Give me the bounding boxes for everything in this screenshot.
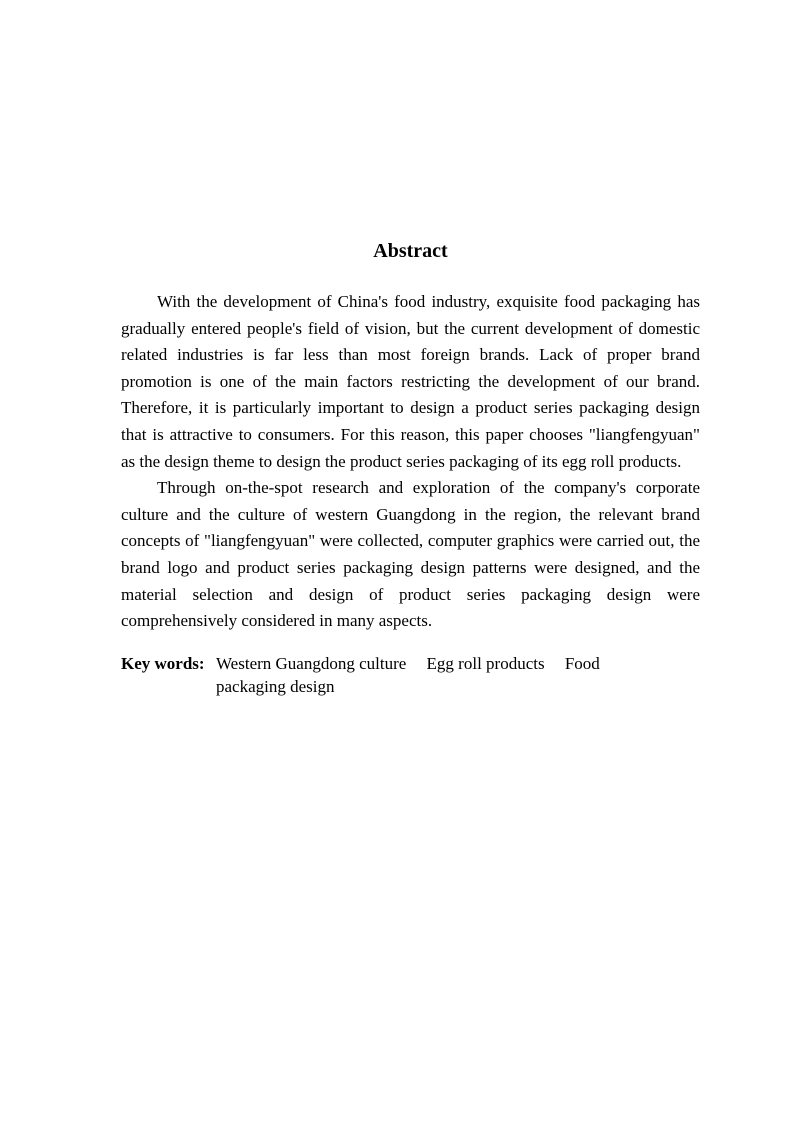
abstract-paragraph-2: Through on-the-spot research and exploration of the company's corporate culture and the culture of western Guangdong in the region, the relevant brand concepts of "liangfengyuan" were collected, computer graphics were carried out, the brand logo and product series packaging design patterns were designed, and the material selection and design of product series packaging design were comprehensively considered in many aspects. (121, 478, 700, 631)
keyword-item: Egg roll products (426, 653, 545, 673)
keywords-label: Key words: (121, 653, 205, 673)
keyword-item: Food packaging design (216, 653, 600, 696)
keywords-block (121, 652, 700, 698)
abstract-paragraph-1: With the development of China's food industry, exquisite food packaging has gradually entered people's field of vision, but the current development of domestic related industries is far less than most foreign brands. Lack of proper brand promotion is one of the main factors restricting the development of our brand. Therefore, it is particularly important to design a product series packaging design that is attractive to consumers. For this reason, this paper chooses "liangfengyuan" as the design theme to design the product series packaging of its egg roll products. (121, 292, 700, 471)
abstract-section (121, 238, 700, 698)
keyword-item: Western Guangdong culture (216, 653, 407, 673)
keywords-list (216, 652, 646, 698)
abstract-title: Abstract (373, 240, 448, 262)
